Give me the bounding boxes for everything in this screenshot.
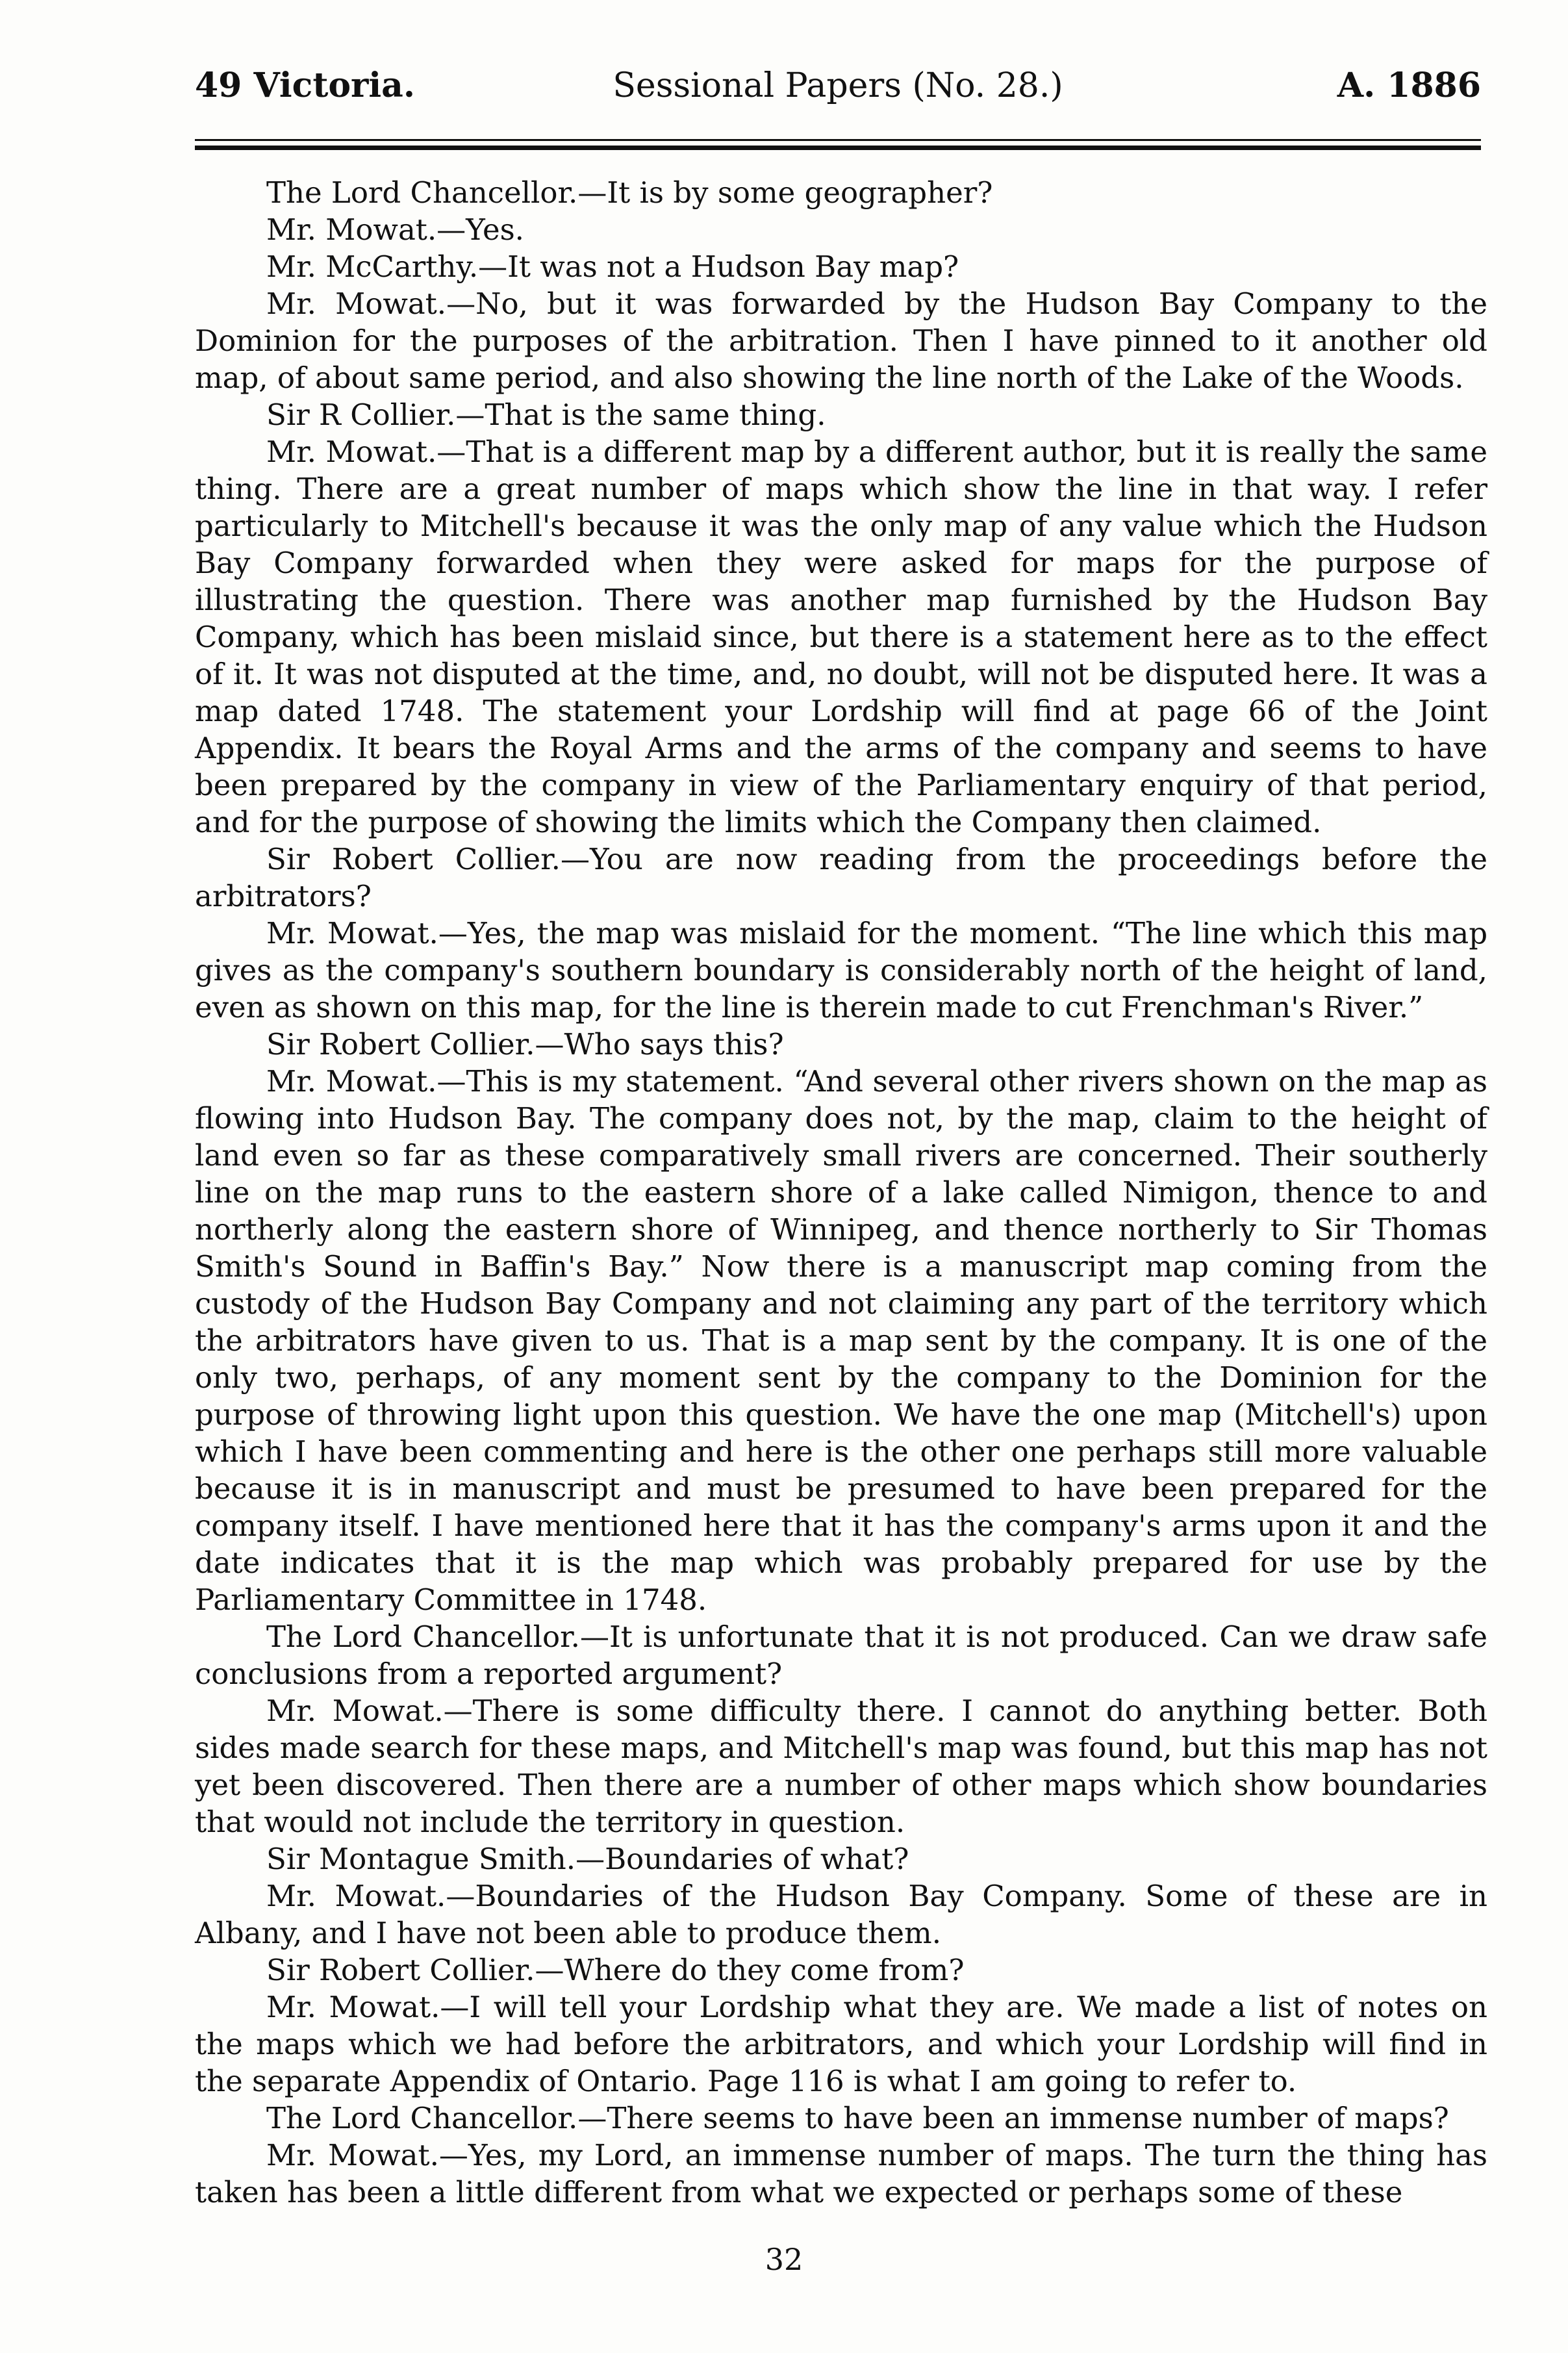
paragraph: Sir Robert Collier.—Who says this?: [266, 1027, 784, 1062]
paragraph: Sir Robert Collier.—Where do they come from?: [266, 1953, 965, 1987]
header-rule-thick: [195, 146, 1481, 150]
header-title: Sessional Papers (No. 28.): [613, 66, 1063, 105]
paragraph: The Lord Chancellor.—It is unfortunate that it is not produced. Can we draw safe conclusions from a reported argument?: [195, 1620, 1487, 1691]
header-rule-thin: [195, 139, 1481, 141]
paragraph: Mr. Mowat.—Boundaries of the Hudson Bay Company. Some of these are in Albany, and I have not been able to produce them.: [195, 1879, 1487, 1950]
paragraph: Sir Robert Collier.—You are now reading from the proceedings before the arbitrators?: [195, 842, 1487, 913]
paragraph: Sir R Collier.—That is the same thing.: [266, 398, 826, 432]
paragraph: Mr. McCarthy.—It was not a Hudson Bay map?: [266, 249, 959, 284]
paragraph: The Lord Chancellor.—It is by some geographer?: [266, 175, 993, 210]
paragraph: The Lord Chancellor.—There seems to have been an immense number of maps?: [266, 2101, 1449, 2135]
paragraph: Mr. Mowat.—Yes.: [266, 212, 524, 247]
paragraph: Mr. Mowat.—Yes, my Lord, an immense number of maps. The turn the thing has taken has been a little different from what we expected or perhaps some of these: [195, 2138, 1487, 2209]
paragraph: Sir Montague Smith.—Boundaries of what?: [266, 1842, 909, 1876]
paragraph: Mr. Mowat.—I will tell your Lordship what they are. We made a list of notes on the maps which we had before the arbitrators, and which your Lordship will find in the separate Appendix of Ontario. Page 116 is what I am going to refer to.: [195, 1990, 1487, 2098]
paragraph: Mr. Mowat.—This is my statement. “And several other rivers shown on the map as flowing into Hudson Bay. The company does not, by the map, claim to the height of land even so far as these comparatively small rivers are concerned. Their southerly line on the map runs to the eastern shore of a lake called Nimigon, thence to and northerly along the eastern shore of Winnipeg, and thence northerly to Sir Thomas Smith's Sound in Baffin's Bay.” Now there is a manuscript map coming from the custody of the Hudson Bay Company and not claiming any part of the territory which the arbitrators have given to us. That is a map sent by the company. It is one of the only two, perhaps, of any moment sent by the company to the Dominion for the purpose of throwing light upon this question. We have the one map (Mitchell's) upon which I have been commenting and here is the other one perhaps still more valuable because it is in manuscript and must be presumed to have been prepared for the company itself. I have mentioned here that it has the company's arms upon it and the date indicates that it is the map which was probably prepared for use by the Parliamentary Committee in 1748.: [195, 1064, 1487, 1617]
page-number: 32: [765, 2242, 803, 2277]
header-year: A. 1886: [1337, 66, 1481, 105]
paragraph: Mr. Mowat.—No, but it was forwarded by the Hudson Bay Company to the Dominion for the purposes of the arbitration. Then I have pinned to it another old map, of about same period, and also showing the line north of the Lake of the Woods.: [195, 286, 1487, 395]
paragraph: Mr. Mowat.—That is a different map by a different author, but it is really the same thing. There are a great number of maps which show the line in that way. I refer particularly to Mitchell's because it was the only map of any value which the Hudson Bay Company forwarded when they were asked for maps for the purpose of illustrating the question. There was another map furnished by the Hudson Bay Company, which has been mislaid since, but there is a statement here as to the effect of it. It was not disputed at the time, and, no doubt, will not be disputed here. It was a map dated 1748. The statement your Lordship will find at page 66 of the Joint Appendix. It bears the Royal Arms and the arms of the company and seems to have been prepared by the company in view of the Parliamentary enquiry of that period, and for the purpose of showing the limits which the Company then claimed.: [195, 435, 1487, 839]
body-text: [195, 174, 1487, 2211]
paragraph: Mr. Mowat.—There is some difficulty there. I cannot do anything better. Both sides made search for these maps, and Mitchell's map was found, but this map has not yet been discovered. Then there are a number of other maps which show boundaries that would not include the territory in question.: [195, 1694, 1487, 1839]
running-header: [195, 60, 1481, 112]
paragraph: Mr. Mowat.—Yes, the map was mislaid for the moment. “The line which this map gives as the company's southern boundary is considerably north of the height of land, even as shown on this map, for the line is therein made to cut Frenchman's River.”: [195, 916, 1487, 1024]
header-regnal-year: 49 Victoria.: [195, 66, 415, 105]
